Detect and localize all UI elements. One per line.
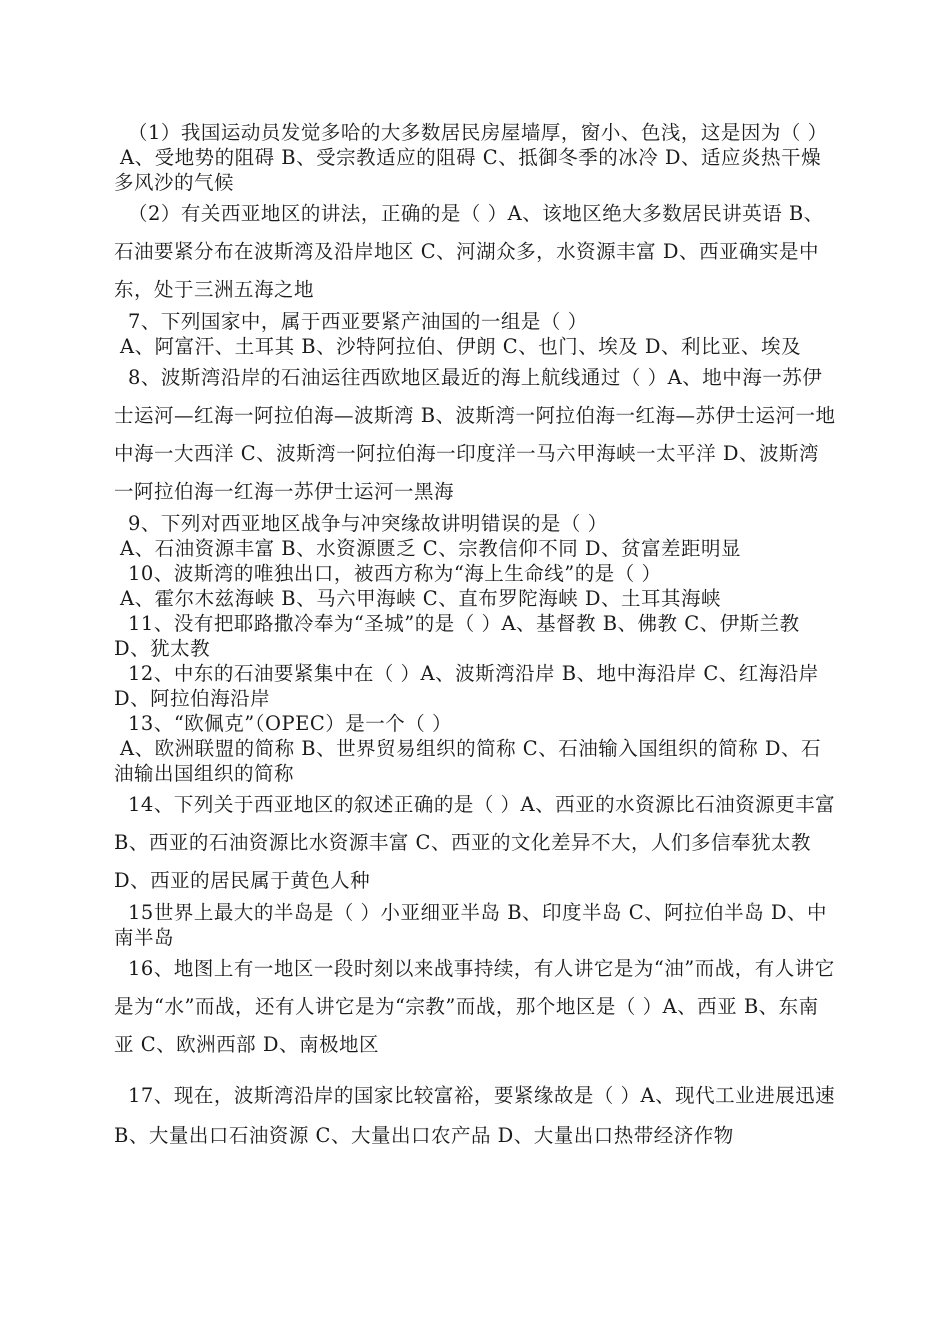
question-paragraph: 13、“欧佩克”（OPEC）是一个（ ）: [128, 712, 452, 735]
question-paragraph: 15世界上最大的半岛是（ ）小亚细亚半岛 B、印度半岛 C、阿拉伯半岛 D、中南半岛: [114, 901, 827, 949]
question-paragraph: 16、地图上有一地区一段时刻以来战事持续，有人讲它是为“油”而战，有人讲它是为“水”而战，还有人讲它是为“宗教”而战，那个地区是（ ）A、西亚 B、东南亚 C、欧洲西部 D、南极地区: [114, 957, 835, 1056]
question-paragraph: （1）我国运动员发觉多哈的大多数居民房屋墙厚，窗小、色浅，这是因为（ ）: [128, 121, 828, 144]
question-paragraph: 10、波斯湾的唯独出口，被西方称为“海上生命线”的是（ ）: [128, 562, 662, 585]
document-body: [114, 120, 836, 1156]
question-paragraph: A、石油资源丰富 B、水资源匮乏 C、宗教信仰不同 D、贫富差距明显: [120, 537, 742, 560]
question-paragraph: 12、中东的石油要紧集中在（ ）A、波斯湾沿岸 B、地中海沿岸 C、红海沿岸 D、阿拉伯海沿岸: [114, 662, 819, 710]
question-paragraph: （2）有关西亚地区的讲法，正确的是（ ）A、该地区绝大多数居民讲英语 B、石油要紧分布在波斯湾及沿岸地区 C、河湖众多，水资源丰富 D、西亚确实是中东，处于三洲五海之地: [114, 202, 824, 301]
question-paragraph: 8、波斯湾沿岸的石油运往西欧地区最近的海上航线通过（ ）A、地中海一苏伊士运河—红海一阿拉伯海—波斯湾 B、波斯湾一阿拉伯海一红海—苏伊士运河一地中海一大西洋 C、波斯湾一阿拉伯海一印度洋一马六甲海峡一太平洋 D、波斯湾一阿拉伯海一红海一苏伊士运河一黑海: [114, 366, 836, 503]
question-paragraph: 17、现在，波斯湾沿岸的国家比较富裕，要紧缘故是（ ）A、现代工业进展迅速 B、大量出口石油资源 C、大量出口农产品 D、大量出口热带经济作物: [114, 1084, 836, 1147]
question-paragraph: 7、下列国家中，属于西亚要紧产油国的一组是（ ）: [128, 310, 588, 333]
question-paragraph: A、欧洲联盟的简称 B、世界贸易组织的简称 C、石油输入国组织的简称 D、石油输出国组织的简称: [114, 737, 822, 785]
question-paragraph: 14、下列关于西亚地区的叙述正确的是（ ）A、西亚的水资源比石油资源更丰富 B、西亚的石油资源比水资源丰富 C、西亚的文化差异不大，人们多信奉犹太教 D、西亚的居民属于黄色人种: [114, 793, 836, 892]
question-paragraph: A、霍尔木兹海峡 B、马六甲海峡 C、直布罗陀海峡 D、土耳其海峡: [120, 587, 722, 610]
question-paragraph: A、受地势的阻碍 B、受宗教适应的阻碍 C、抵御冬季的冰冷 D、适应炎热干燥多风沙的气候: [114, 146, 822, 194]
question-paragraph: A、阿富汗、土耳其 B、沙特阿拉伯、伊朗 C、也门、埃及 D、利比亚、埃及: [120, 335, 802, 358]
question-paragraph: 11、没有把耶路撒冷奉为“圣城”的是（ ）A、基督教 B、佛教 C、伊斯兰教 D、犹太教: [114, 612, 800, 660]
question-paragraph: 9、下列对西亚地区战争与冲突缘故讲明错误的是（ ）: [128, 512, 608, 535]
